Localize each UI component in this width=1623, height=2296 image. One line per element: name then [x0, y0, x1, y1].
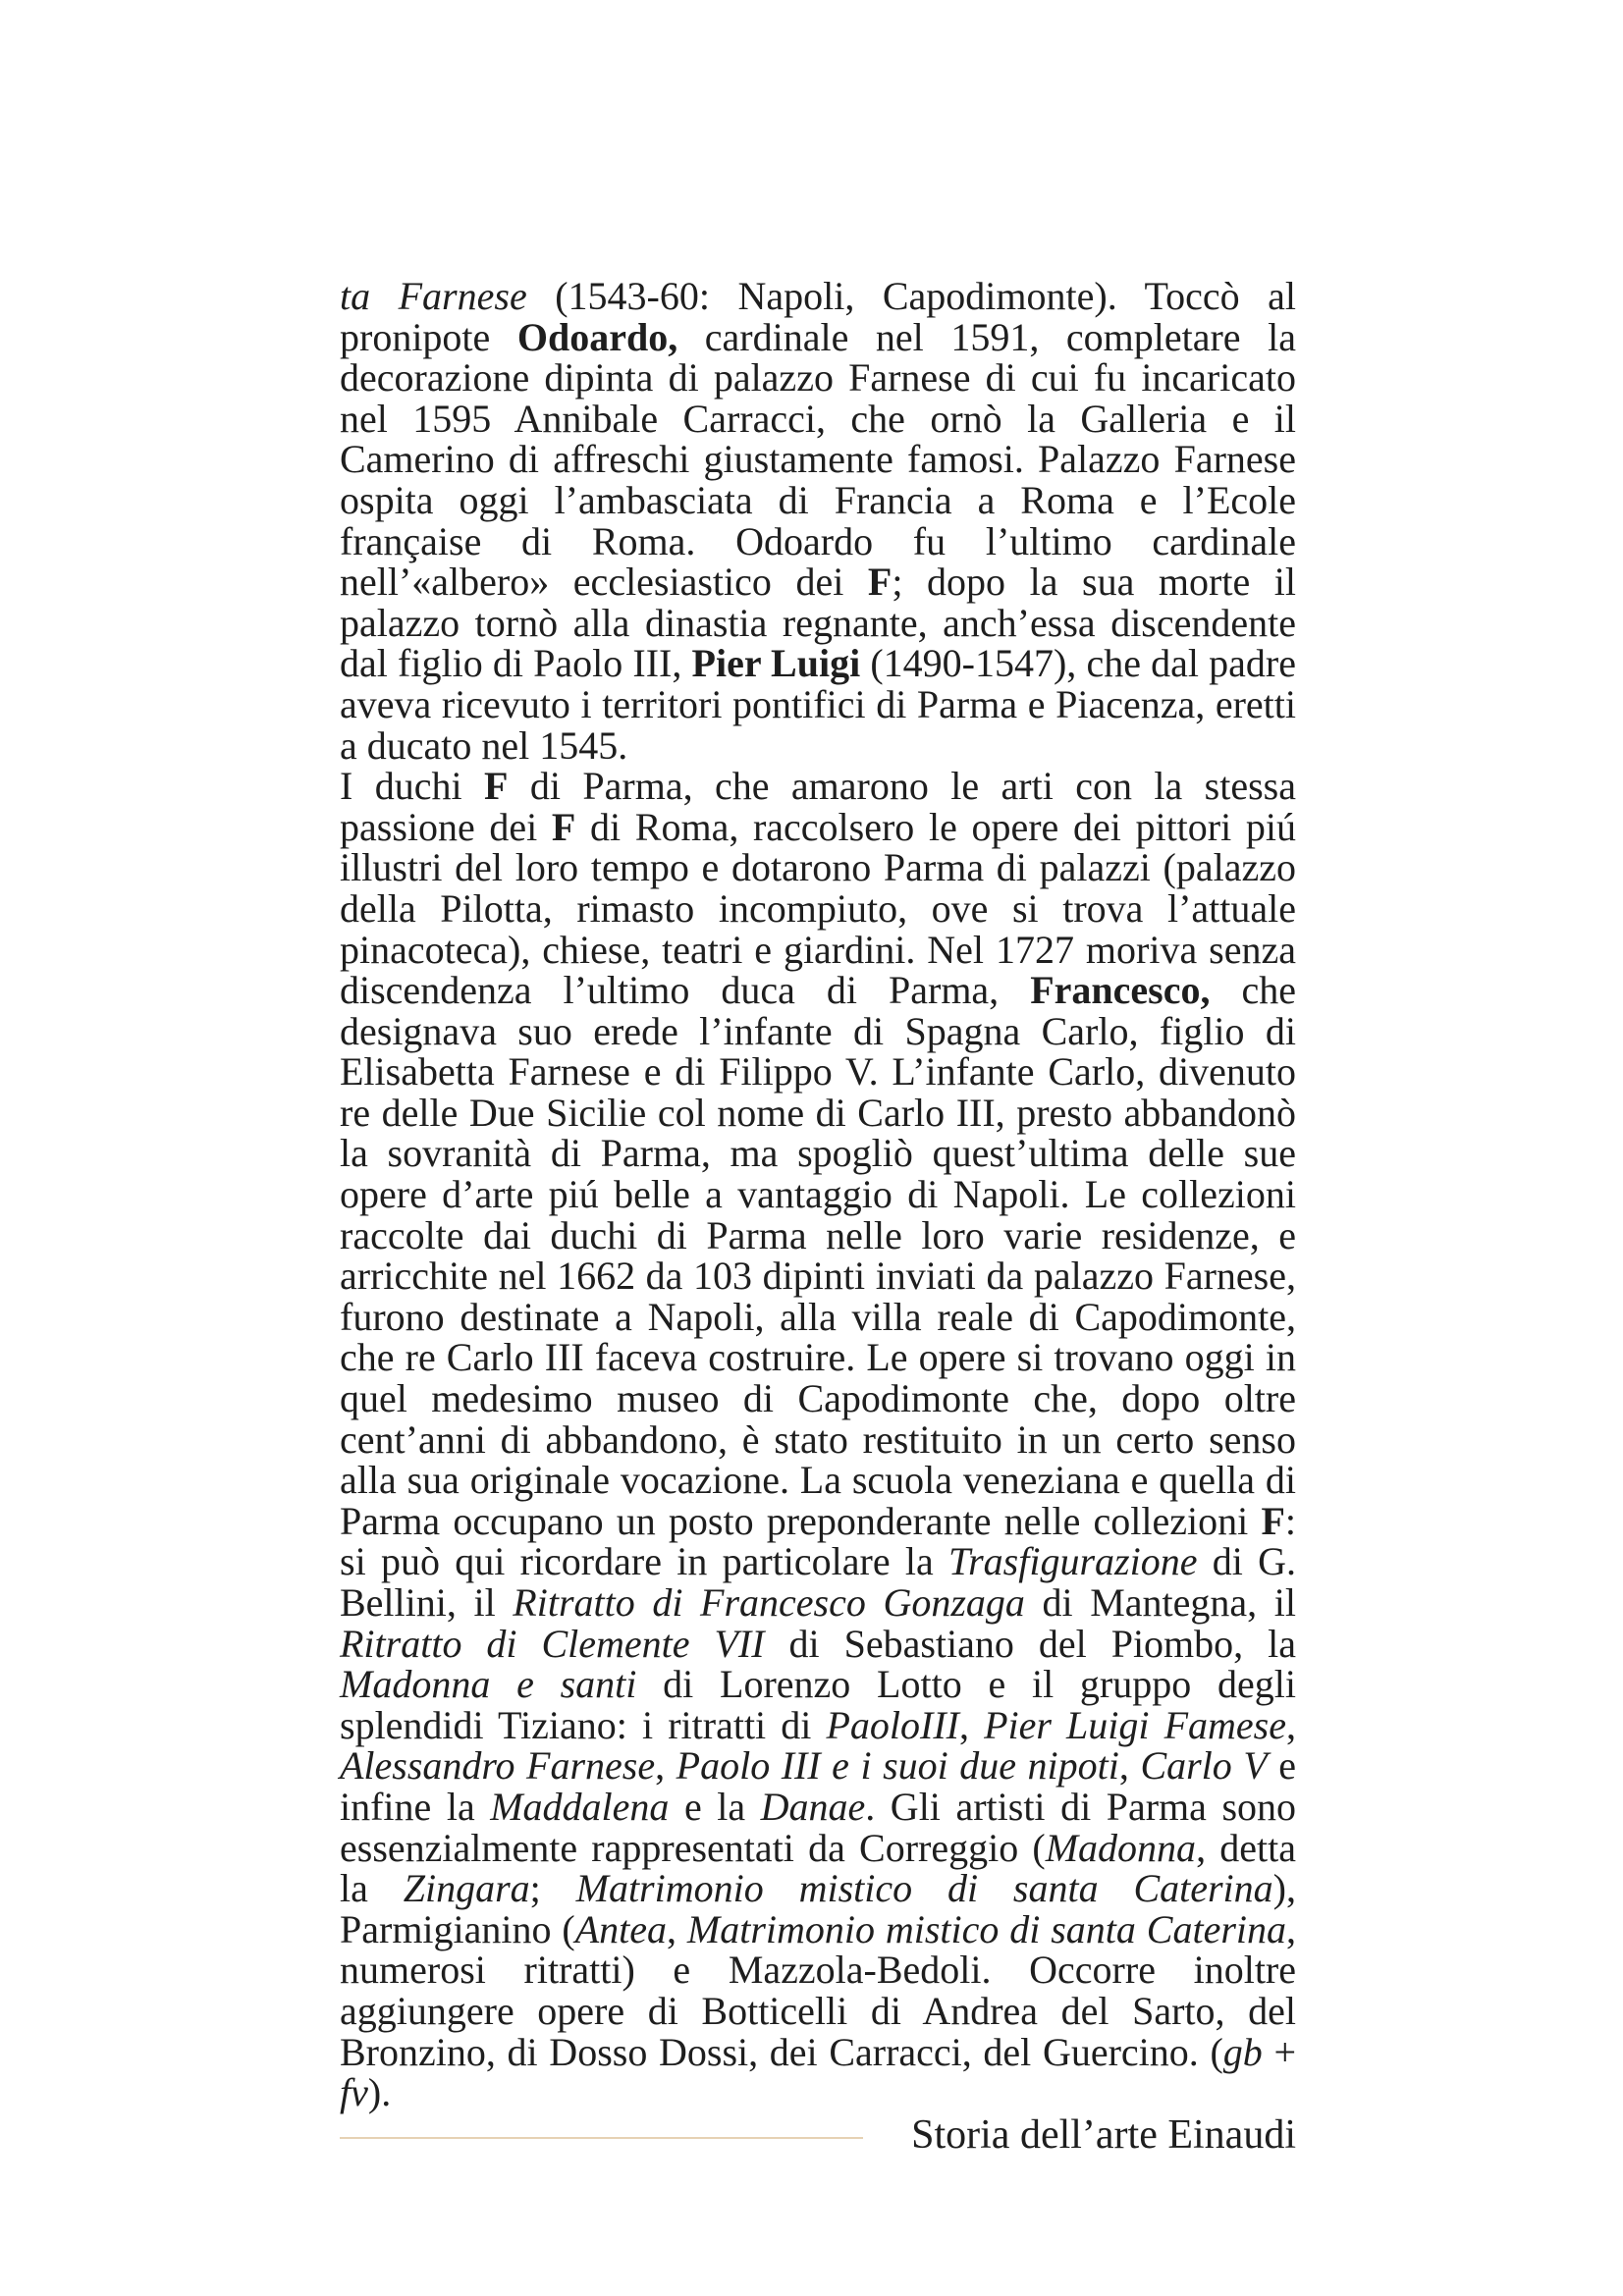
- article-body: [340, 276, 1296, 2113]
- text-run: cardinale nel 1591, completare la decorazione dipinta di palazzo Farnese di cui fu incaricato nel 1595 Annibale Carracci, che ornò la Galleria e il Camerino di affreschi giustamente famosi. Palazzo Farnese ospita oggi l’ambasciata di Francia a Roma e l’Ecole française di Roma. Odoardo fu l’ultimo cardinale nell’«albero» ecclesiastico dei: [340, 314, 1296, 605]
- text-run: ,: [1286, 1702, 1296, 1747]
- bold-run: Francesco,: [1030, 968, 1211, 1013]
- italic-run: Matrimonio mistico di santa Caterina: [686, 1906, 1286, 1951]
- text-run: , detta la: [340, 1825, 1296, 1911]
- italic-run: Madonna: [1045, 1825, 1197, 1870]
- italic-run: Matrimonio mistico di santa Caterina: [575, 1866, 1273, 1911]
- text-run: di G. Bellini, il: [340, 1539, 1297, 1625]
- italic-run: Maddalena: [490, 1784, 670, 1829]
- text-run: : si può qui ricordare in particolare la: [340, 1498, 1296, 1584]
- italic-run: Madonna e santi: [340, 1662, 637, 1707]
- text-run: . Gli artisti di Parma sono essenzialmente rappresentati da Correggio (: [340, 1784, 1297, 1870]
- text-run: e infine la: [340, 1743, 1297, 1829]
- text-run: +: [1262, 2029, 1297, 2074]
- text-run: di Roma, raccolsero le opere dei pittori piú illustri del loro tempo e dotarono Parma di palazzi (palazzo della Pilotta, rimasto incompiuto, ove si trova l’attuale pinacoteca), chiese, teatri e giardini. Nel 1727 moriva senza discendenza l’ultimo duca di Parma,: [340, 804, 1296, 1013]
- italic-run: Zingara: [403, 1866, 530, 1911]
- italic-run: Ritratto di Francesco Gonzaga: [513, 1580, 1025, 1625]
- text-run: ,: [655, 1743, 676, 1789]
- footer-title: Storia dell’arte Einaudi: [911, 2112, 1296, 2158]
- text-run: e la: [669, 1784, 761, 1829]
- bold-run: F: [1261, 1498, 1285, 1543]
- text-run: ), Parmigianino (: [340, 1866, 1296, 1951]
- text-run: ,: [958, 1702, 985, 1747]
- italic-run: fv: [340, 2070, 368, 2115]
- italic-run: PaoloIII: [826, 1702, 959, 1747]
- text-run: che designava suo erede l’infante di Spagna Carlo, figlio di Elisabetta Farnese e di Filippo V. L’infante Carlo, divenuto re delle Due Sicilie col nome di Carlo III, presto abbandonò la sovranità di Parma, ma spogliò quest’ultima delle sue opere d’arte piú belle a vantaggio di Napoli. Le collezioni raccolte dai duchi di Parma nelle loro varie residenze, e arricchite nel 1662 da 103 dipinti inviati da palazzo Farnese, furono destinate a Napoli, alla villa reale di Capodimonte, che re Carlo III faceva costruire. Le opere si trovano oggi in quel medesimo museo di Capodimonte che, dopo oltre cent’anni di abbandono, è stato restituito in un certo senso alla sua originale vocazione. La scuola veneziana e quella di Parma occupano un posto preponderante nelle collezioni: [340, 968, 1296, 1543]
- text-run: ,: [667, 1906, 687, 1951]
- text-run: I duchi: [340, 764, 485, 809]
- italic-run: Paolo III e i suoi due nipoti: [676, 1743, 1119, 1789]
- text-run: ;: [529, 1866, 576, 1911]
- paragraph-2: [340, 766, 1296, 2113]
- text-run: di Parma, che amarono le arti con la stessa passione dei: [340, 764, 1297, 849]
- paragraph-1: [340, 276, 1296, 766]
- bold-run: Pier Luigi: [691, 641, 861, 686]
- text-run: di Lorenzo Lotto e il gruppo degli splendidi Tiziano: i ritratti di: [340, 1662, 1296, 1747]
- footer-rule: [340, 2137, 863, 2139]
- text-run: , numerosi ritratti) e Mazzola-Bedoli. Occorre inoltre aggiungere opere di Botticelli di Andrea del Sarto, del Bronzino, di Dosso Dossi, dei Carracci, del Guercino. (: [340, 1906, 1296, 2074]
- italic-run: Pier Luigi Famese: [984, 1702, 1286, 1747]
- text-run: di Sebastiano del Piombo, la: [764, 1621, 1296, 1666]
- bold-run: Odoardo,: [516, 314, 678, 359]
- bold-run: F: [867, 560, 893, 605]
- italic-run: ta Farnese: [340, 274, 527, 318]
- italic-run: Antea: [574, 1906, 668, 1951]
- text-run: (1543-60: Napoli, Capodimonte). Toccò al pronipote: [340, 274, 1297, 359]
- text-run: di Mantegna, il: [1024, 1580, 1296, 1625]
- italic-run: Danae: [760, 1784, 866, 1829]
- bold-run: F: [484, 764, 509, 809]
- italic-run: Alessandro Farnese: [340, 1743, 656, 1789]
- italic-run: Trasfigurazione: [948, 1539, 1198, 1584]
- text-run: ,: [1118, 1743, 1141, 1789]
- italic-run: Carlo V: [1140, 1743, 1268, 1789]
- italic-run: gb: [1222, 2029, 1263, 2074]
- text-run: (1490-1547), che dal padre aveva ricevuto i territori pontifici di Parma e Piacenza, eretti a ducato nel 1545.: [340, 641, 1297, 768]
- italic-run: Ritratto di Clemente VII: [340, 1621, 765, 1666]
- page-footer: [340, 2110, 1296, 2160]
- bold-run: F: [551, 804, 576, 849]
- text-run: ; dopo la sua morte il palazzo tornò alla dinastia regnante, anch’essa discendente dal figlio di Paolo III,: [340, 560, 1297, 686]
- text-run: ).: [367, 2070, 392, 2115]
